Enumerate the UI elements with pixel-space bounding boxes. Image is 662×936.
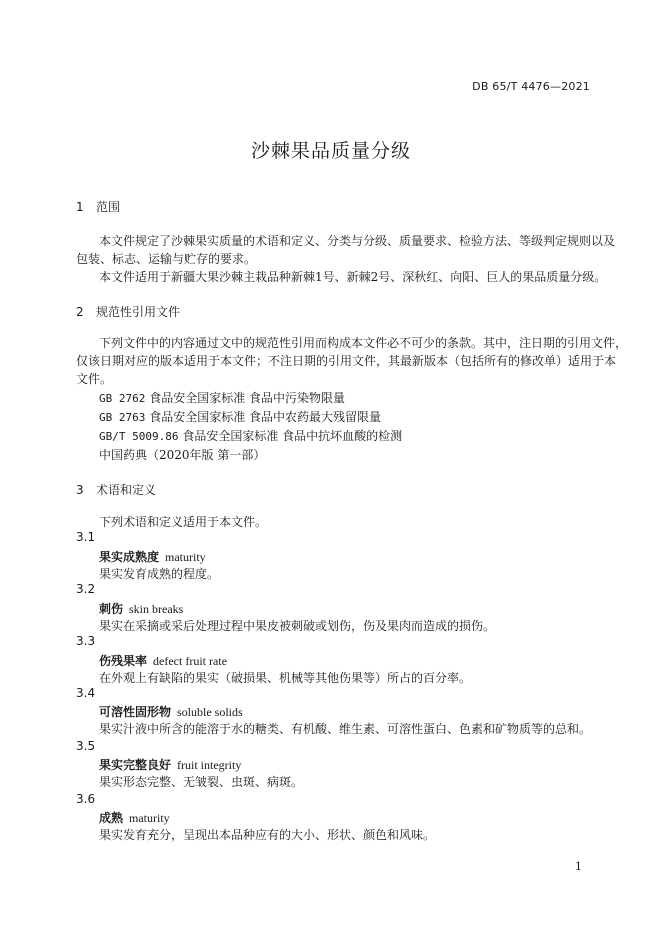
term-number: 3.5 xyxy=(76,739,96,753)
term-name xyxy=(99,809,170,826)
section-heading-terms xyxy=(76,481,156,498)
terms-intro: 下列术语和定义适用于本文件。 xyxy=(99,515,268,529)
references-paragraph-line-2: 仅该日期对应的版本适用于本文件；不注日期的引用文件，其最新版本（包括所有的修改单）适用于本 xyxy=(76,354,617,368)
reference-item xyxy=(99,446,265,463)
reference-code: GB 2763 xyxy=(99,411,146,424)
term-name-en: maturity xyxy=(129,811,170,825)
reference-title: 食品安全国家标准 食品中农药最大残留限量 xyxy=(149,410,382,424)
term-number: 3.1 xyxy=(76,530,96,544)
term-name xyxy=(99,652,227,669)
section-heading-scope xyxy=(76,198,120,215)
term-definition: 果实发育成熟的程度。 xyxy=(99,567,220,581)
page-number: 1 xyxy=(575,860,582,873)
term-name-zh: 伤残果率 xyxy=(99,654,148,668)
reference-item xyxy=(99,389,345,406)
references-paragraph-line-3: 文件。 xyxy=(76,372,113,386)
term-name-zh: 果实完整良好 xyxy=(99,758,172,772)
term-number: 3.2 xyxy=(76,582,96,596)
term-name-en: maturity xyxy=(165,550,206,564)
term-name-en: fruit integrity xyxy=(177,758,242,772)
section-number: 1 xyxy=(76,200,84,214)
term-name xyxy=(99,548,206,565)
section-number: 2 xyxy=(76,305,84,319)
reference-title: 食品安全国家标准 食品中抗坏血酸的检测 xyxy=(182,429,403,443)
term-name xyxy=(99,600,183,617)
term-number: 3.4 xyxy=(76,686,96,700)
term-name xyxy=(99,756,241,773)
term-name-zh: 刺伤 xyxy=(99,602,124,616)
reference-code: GB/T 5009.86 xyxy=(99,430,179,443)
term-name-en: skin breaks xyxy=(129,602,184,616)
scope-paragraph-line-2: 包装、标志、运输与贮存的要求。 xyxy=(76,252,257,266)
section-heading-normative-references xyxy=(76,303,180,320)
reference-item xyxy=(99,427,402,444)
term-definition: 果实形态完整、无皱裂、虫斑、病斑。 xyxy=(99,775,304,789)
term-definition: 果实发育充分，呈现出本品种应有的大小、形状、颜色和风味。 xyxy=(99,828,436,842)
reference-code: GB 2762 xyxy=(99,392,146,405)
term-name-zh: 可溶性固形物 xyxy=(99,705,172,719)
section-title: 范围 xyxy=(96,200,121,214)
term-name-en: soluble solids xyxy=(177,705,243,719)
term-number: 3.6 xyxy=(76,792,96,806)
term-name-en: defect fruit rate xyxy=(153,654,227,668)
term-number: 3.3 xyxy=(76,634,96,648)
references-paragraph-line-1: 下列文件中的内容通过文中的规范性引用而构成本文件必不可少的条款。其中，注日期的引用文件， xyxy=(99,336,628,350)
reference-title: 中国药典（2020年版 第一部） xyxy=(99,448,266,462)
reference-title: 食品安全国家标准 食品中污染物限量 xyxy=(149,391,346,405)
term-definition: 果实在采摘或采后处理过程中果皮被刺破或划伤，伤及果肉而造成的损伤。 xyxy=(99,619,496,633)
term-name-zh: 果实成熟度 xyxy=(99,550,160,564)
section-title: 术语和定义 xyxy=(96,483,157,497)
document-title: 沙棘果品质量分级 xyxy=(250,140,411,162)
term-name xyxy=(99,703,243,720)
scope-paragraph-line-1: 本文件规定了沙棘果实质量的术语和定义、分类与分级、质量要求、检验方法、等级判定规则以及 xyxy=(99,234,616,248)
scope-paragraph-applicability: 本文件适用于新疆大果沙棘主栽品种新棘1号、新棘2号、深秋红、向阳、巨人的果品质量分级。 xyxy=(99,270,607,284)
term-definition: 在外观上有缺陷的果实（破损果、机械等其他伤果等）所占的百分率。 xyxy=(99,671,472,685)
section-title: 规范性引用文件 xyxy=(96,305,181,319)
section-number: 3 xyxy=(76,483,84,497)
term-name-zh: 成熟 xyxy=(99,811,124,825)
term-definition: 果实汁液中所含的能溶于水的糖类、有机酸、维生素、可溶性蛋白、色素和矿物质等的总和。 xyxy=(99,722,592,736)
standard-code: DB 65/T 4476—2021 xyxy=(472,80,590,93)
reference-item xyxy=(99,408,381,425)
